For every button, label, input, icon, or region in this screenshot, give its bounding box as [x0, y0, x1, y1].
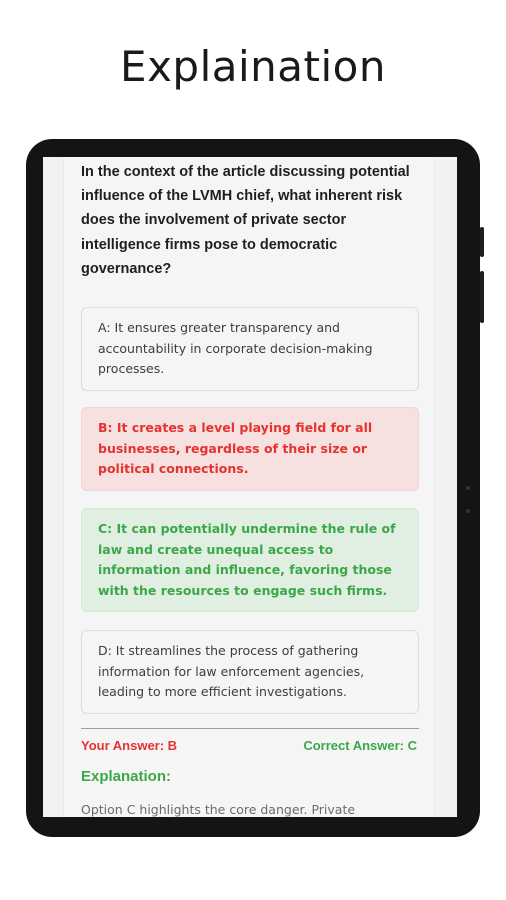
option-b[interactable]: B: It creates a level playing field for all businesses, regardless of their size or political connections.	[81, 407, 419, 491]
camera-dot	[466, 486, 470, 490]
tablet-screen	[43, 157, 457, 817]
option-a[interactable]: A: It ensures greater transparency and accountability in corporate decision-making processes.	[81, 307, 419, 391]
explanation-heading: Explanation:	[81, 768, 172, 785]
headline: Explaination	[120, 42, 386, 91]
explanation-text: Option C highlights the core danger. Private	[81, 802, 356, 817]
correct-answer-label: Correct Answer: C	[303, 738, 417, 753]
your-answer-label: Your Answer: B	[81, 738, 178, 753]
sensor-dot	[466, 509, 470, 513]
question-text: In the context of the article discussing potential influence of the LVMH chief, what inherent risk does the involvement of private sector intelligence firms pose to democratic governance?	[81, 164, 410, 277]
quiz-content[interactable]	[63, 157, 435, 817]
power-button	[480, 271, 484, 323]
volume-button	[480, 227, 484, 257]
tablet-frame	[26, 139, 480, 837]
option-d[interactable]: D: It streamlines the process of gathering information for law enforcement agencies, leading to more efficient investigations.	[81, 630, 419, 714]
option-c[interactable]: C: It can potentially undermine the rule of law and create unequal access to information and influence, favoring those with the resources to engage such firms.	[81, 508, 419, 612]
divider	[81, 728, 419, 729]
